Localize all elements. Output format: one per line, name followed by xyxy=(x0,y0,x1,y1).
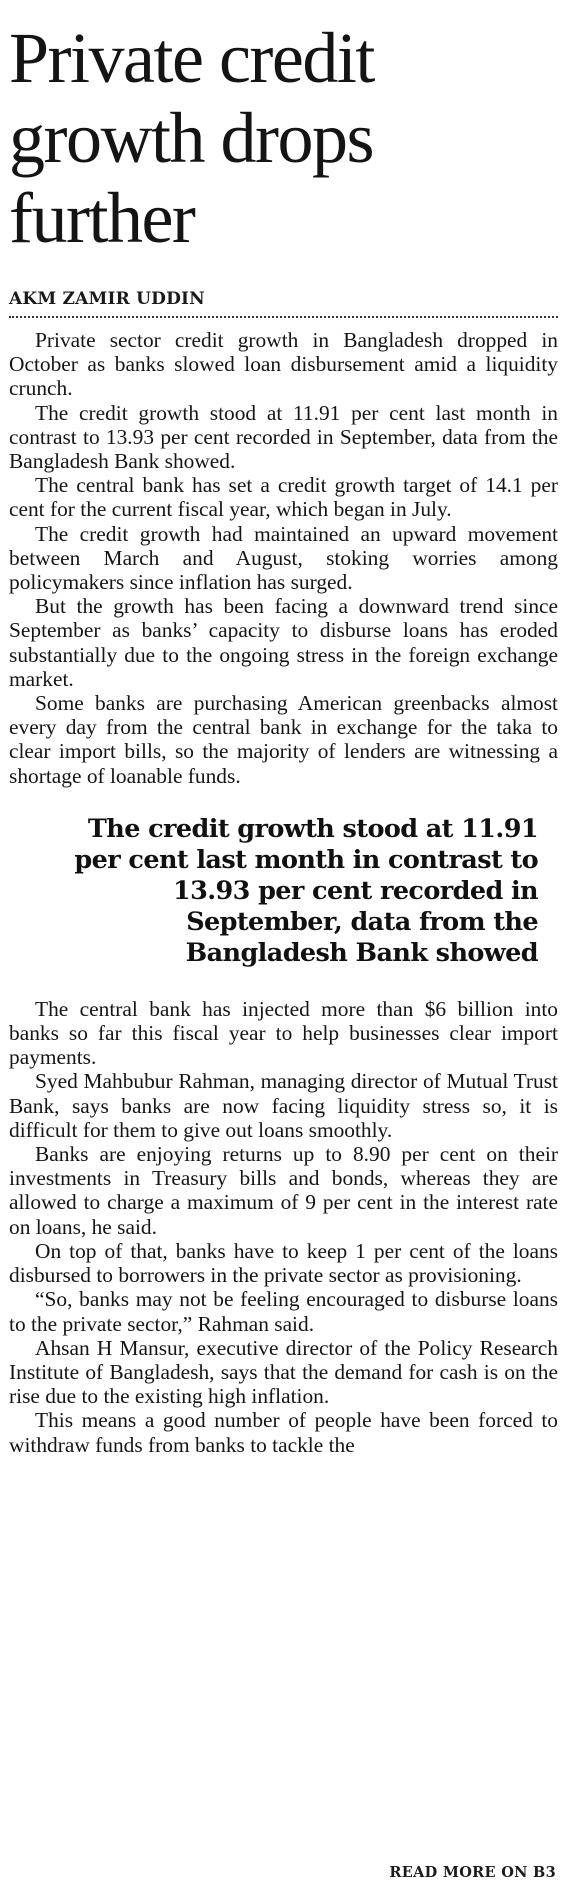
article-body-lower xyxy=(9,997,558,1457)
paragraph: The central bank has set a credit growth target of 14.1 per cent for the current fiscal year, which began in July. xyxy=(9,473,558,522)
byline: AKM ZAMIR UDDIN xyxy=(9,288,558,318)
paragraph: Syed Mahbubur Rahman, managing director of Mutual Trust Bank, says banks are now facing liquidity stress so, it is difficult for them to give out loans smoothly. xyxy=(9,1069,558,1142)
paragraph: Some banks are purchasing American greenbacks almost every day from the central bank in exchange for the taka to clear import bills, so the majority of lenders are witnessing a shortage of loanable funds. xyxy=(9,691,558,788)
paragraph: This means a good number of people have been forced to withdraw funds from banks to tackle the xyxy=(9,1408,558,1457)
paragraph: “So, banks may not be feeling encouraged to disburse loans to the private sector,” Rahman said. xyxy=(9,1287,558,1336)
paragraph: On top of that, banks have to keep 1 per cent of the loans disbursed to borrowers in the private sector as provisioning. xyxy=(9,1238,558,1288)
paragraph: Private sector credit growth in Bangladesh dropped in October as banks slowed loan disbursement amid a liquidity crunch. xyxy=(9,328,558,401)
paragraph: The central bank has injected more than $6 billion into banks so far this fiscal year to help businesses clear import payments. xyxy=(9,996,558,1070)
headline: Private credit growth drops further xyxy=(9,18,374,258)
paragraph: Ahsan H Mansur, executive director of the Policy Research Institute of Bangladesh, says that the demand for cash is on the rise due to the existing high inflation. xyxy=(9,1335,558,1409)
paragraph: But the growth has been facing a downward trend since September as banks’ capacity to disburse loans has eroded substantially due to the ongoing stress in the foreign exchange market. xyxy=(9,594,558,691)
paragraph: The credit growth stood at 11.91 per cent last month in contrast to 13.93 per cent recorded in September, data from the Bangladesh Bank showed. xyxy=(9,400,558,474)
pull-quote: The credit growth stood at 11.91 per cent last month in contrast to 13.93 per cent recorded in September, data from the Bangladesh Bank showed xyxy=(74,813,538,968)
paragraph: The credit growth had maintained an upward movement between March and August, stoking worries among policymakers since inflation has surged. xyxy=(9,521,558,595)
read-more-label: READ MORE ON B3 xyxy=(389,1864,556,1881)
article-body-upper xyxy=(9,328,558,788)
paragraph: Banks are enjoying returns up to 8.90 per cent on their investments in Treasury bills and bonds, whereas they are allowed to charge a maximum of 9 per cent in the interest rate on loans, he said. xyxy=(9,1142,558,1239)
